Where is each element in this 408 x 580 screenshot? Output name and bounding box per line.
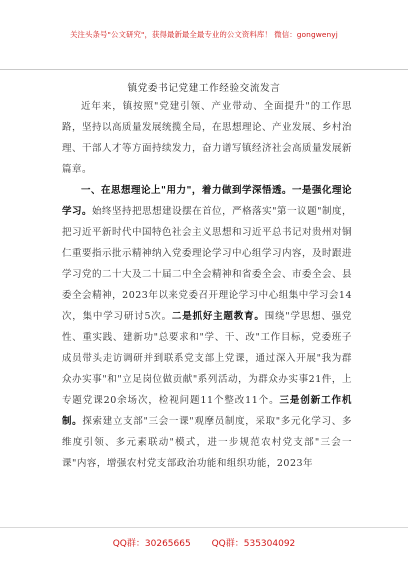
point-1-heading: 一是强化理论学习。 bbox=[62, 185, 352, 217]
footer bbox=[0, 536, 408, 549]
point-3-heading: 三是创新工作机制。 bbox=[62, 395, 352, 427]
footer-qq-group-1: QQ群：30265665 bbox=[112, 539, 191, 549]
point-3-text: 探索建立支部"三会一课"观摩员制度，采取"多元化学习、多维度引领、多元素联动"模式，进一步规范农村党支部"三会一课"内容，增强农村党支部政治功能和组织功能，2023年 bbox=[62, 416, 352, 469]
document-title: 镇党委书记党建工作经验交流发言 bbox=[127, 83, 281, 94]
document-body bbox=[62, 96, 352, 474]
point-2-text: 围绕"学思想、强党性、重实践、建新功"总要求和"学、干、改"工作目标，党委班子成员带头走访调研并到联系党支部上党课，通过深入开展"我为群众办实事"和"立足岗位做贡献"系列活动，为群众办实事21件，上专题党课20余场次，检视问题11个整改11个。 bbox=[62, 311, 353, 406]
intro-paragraph: 近年来，镇按照"党建引领、产业带动、全面提升"的工作思路，坚持以高质量发展统揽全局，在思想理论、产业发展、乡村治理、干部人才等方面持续发力，奋力谱写镇经济社会高质量发展新篇章。 bbox=[62, 101, 353, 175]
point-2-heading: 二是抓好主题教育。 bbox=[171, 311, 265, 322]
top-banner bbox=[0, 0, 408, 70]
section-1-paragraph bbox=[62, 180, 352, 474]
footer-qq-group-2: QQ群：535304092 bbox=[211, 539, 296, 549]
footer-divider bbox=[0, 527, 408, 528]
banner-promo-text: 关注头条号"公文研究"，获得最新最全最专业的公文资料库！ 微信：gongwenyj bbox=[70, 30, 338, 39]
point-1-text: 始终坚持把思想建设摆在首位，严格落实"第一议题"制度，把习近平新时代中国特色社会主义思想和习近平总书记对贵州对铜仁重要指示批示精神纳入党委理论学习中心组学习内容，及时跟进学习党的二十大及二十届二中全会精神和省委全会、市委全会、县委全会精神，2023年以来党委召开理论学习中心组集中学习会14次，集中学习研讨5次。 bbox=[62, 206, 353, 322]
section-1-heading: 一、在思想理论上"用力"，着力做到学深悟透。 bbox=[81, 185, 292, 196]
